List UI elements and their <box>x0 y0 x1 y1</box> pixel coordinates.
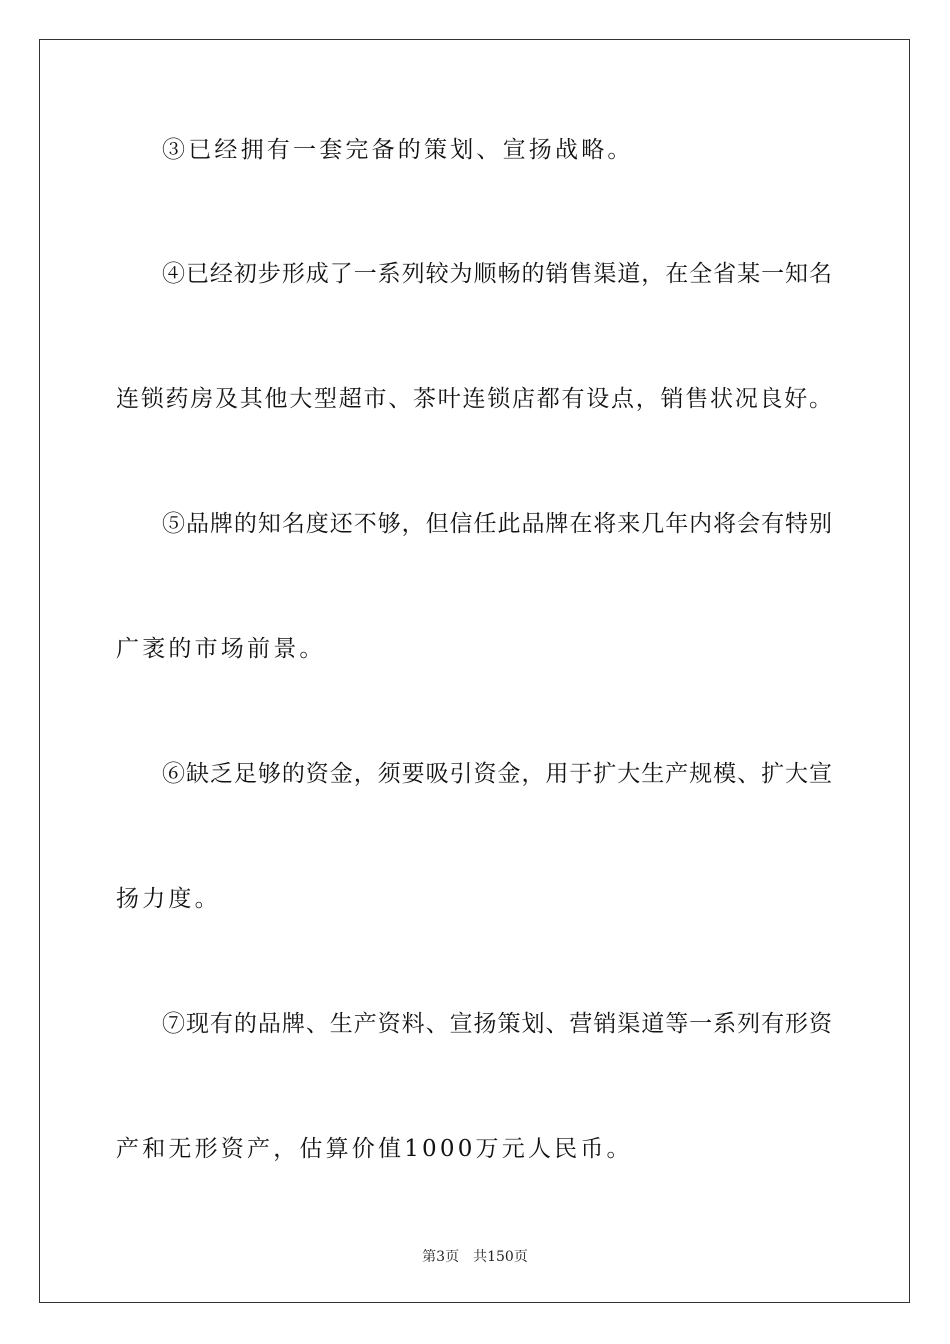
paragraph-line-8: ⑦现有的品牌、生产资料、宣扬策划、营销渠道等一系列有形资 <box>162 1011 832 1037</box>
paragraph-line-7: 扬力度。 <box>116 886 221 912</box>
paragraph-line-4: ⑤品牌的知名度还不够，但信任此品牌在将来几年内将会有特别 <box>162 511 832 537</box>
paragraph-line-2: ④已经初步形成了一系列较为顺畅的销售渠道，在全省某一知名 <box>162 261 832 287</box>
paragraph-line-9: 产和无形资产，估算价值1000万元人民币。 <box>116 1136 633 1162</box>
paragraph-line-5: 广袤的市场前景。 <box>116 636 326 662</box>
paragraph-line-3: 连锁药房及其他大型超市、茶叶连锁店都有设点，销售状况良好。 <box>116 386 832 412</box>
paragraph-line-6: ⑥缺乏足够的资金，须要吸引资金，用于扩大生产规模、扩大宣 <box>162 761 832 787</box>
page-number: 第3页 <box>422 1249 460 1265</box>
page-border <box>39 39 910 1303</box>
page-total: 共150页 <box>473 1249 528 1265</box>
paragraph-line-1: ③已经拥有一套完备的策划、宣扬战略。 <box>162 137 634 163</box>
page-footer <box>0 1248 950 1266</box>
